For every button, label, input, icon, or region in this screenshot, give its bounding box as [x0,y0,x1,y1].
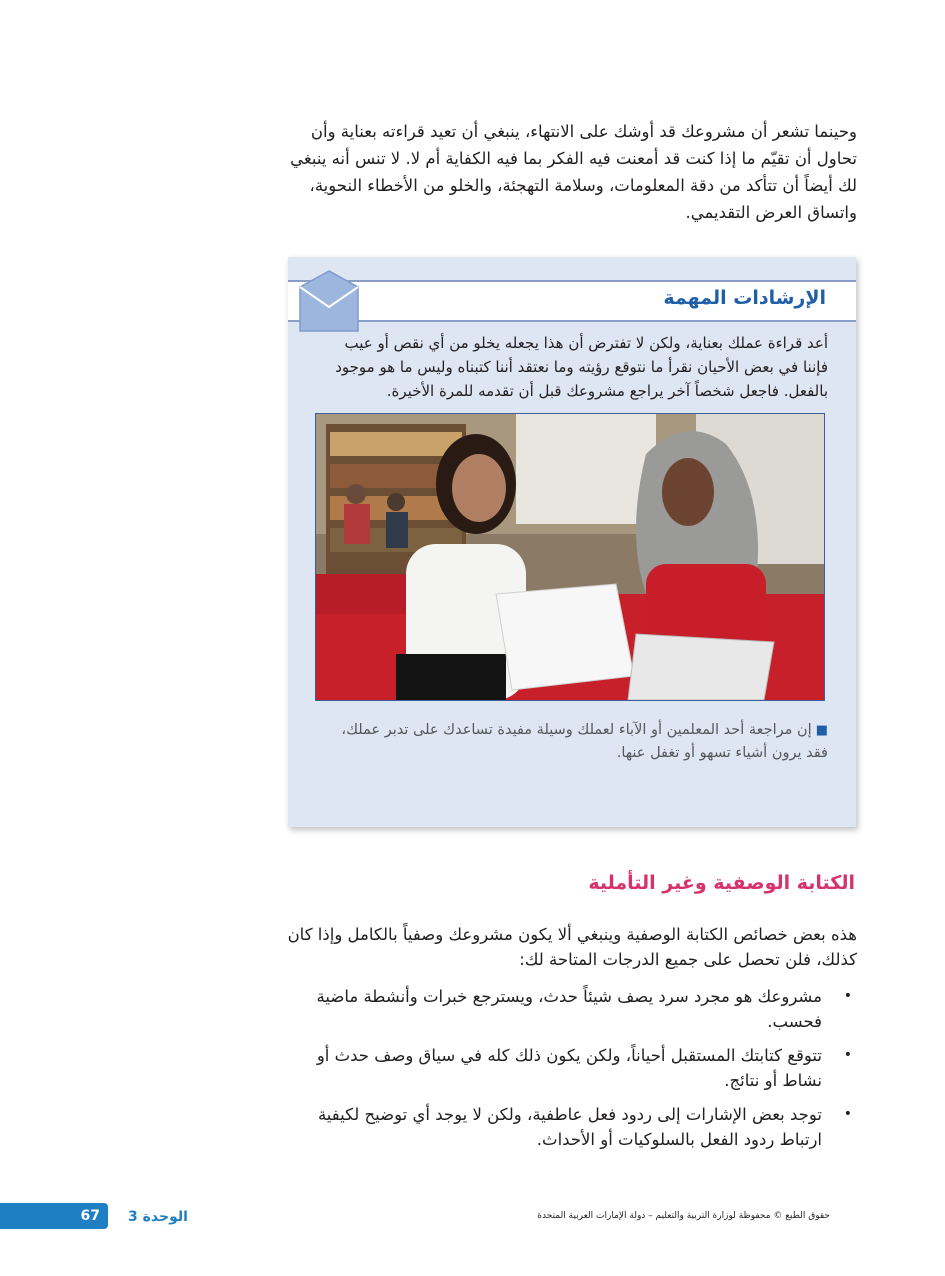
envelope-icon [296,269,362,333]
guidance-box-header [288,280,856,322]
photo-caption [318,719,828,764]
list-item-text: توجد بعض الإشارات إلى ردود فعل عاطفية، ولكن لا يوجد أي توضيح لكيفية ارتباط ردود الفعل بالسلوكيات أو الأحداث. [317,1105,822,1149]
guidance-box [288,257,856,827]
caption-marker-icon: ■ [815,723,828,738]
section-paragraph: هذه بعض خصائص الكتابة الوصفية وينبغي ألا يكون مشروعك وصفياً بالكامل وإذا كان كذلك، فلن تحصل على جميع الدرجات المتاحة لك: [287,925,857,969]
guidance-box-title: الإرشادات المهمة [663,287,826,309]
review-photo-illustration [316,414,824,700]
page-number: 67 [80,1208,100,1224]
guidance-box-body: أعد قراءة عملك بعناية، ولكن لا تفترض أن هذا يجعله يخلو من أي نقص أو عيب فإننا في بعض الأحيان نقرأ ما نتوقع رؤيته وما نعتقد أننا كتبناه وليس ما هو موجود بالفعل. فاجعل شخصاً آخر يراجع مشروعك قبل أن تقدمه للمرة الأخيرة. [335,334,828,400]
list-item [310,984,860,1034]
page-number-tab [0,1203,108,1229]
descriptive-writing-list [310,984,860,1161]
copyright-notice: حقوق الطبع © محفوظة لوزارة التربية والتعليم – دولة الإمارات العربية المتحدة [537,1211,830,1221]
bullet-dot-icon: • [843,1047,852,1063]
list-item-text: تتوقع كتابتك المستقبل أحياناً، ولكن يكون ذلك كله في سياق وصف حدث أو نشاط أو نتائج. [316,1046,822,1090]
bullet-dot-icon: • [843,1106,852,1122]
photo-caption-text: إن مراجعة أحد المعلمين أو الآباء لعملك وسيلة مفيدة تساعدك على تدبر عملك، فقد يرون أشياء تسهو أو تغفل عنها. [341,722,828,761]
review-photo [315,413,825,701]
bullet-dot-icon: • [843,988,852,1004]
intro-paragraph: وحينما تشعر أن مشروعك قد أوشك على الانتهاء، ينبغي أن تعيد قراءته بعناية وأن تحاول أن تقيّم ما إذا كنت قد أمعنت فيه الفكر بما فيه الكفاية أم لا. لا تنس أنه ينبغي لك أيضاً أن تتأكد من دقة المعلومات، وسلامة التهجئة، والخلو من الأخطاء النحوية، واتساق العرض التقديمي. [290,122,857,222]
unit-label: الوحدة 3 [128,1209,188,1225]
list-item-text: مشروعك هو مجرد سرد يصف شيئاً حدث، ويسترجع خبرات وأنشطة ماضية فحسب. [316,987,822,1031]
list-item [310,1102,860,1152]
section-heading: الكتابة الوصفية وغير التأملية [588,872,855,894]
list-item [310,1043,860,1093]
